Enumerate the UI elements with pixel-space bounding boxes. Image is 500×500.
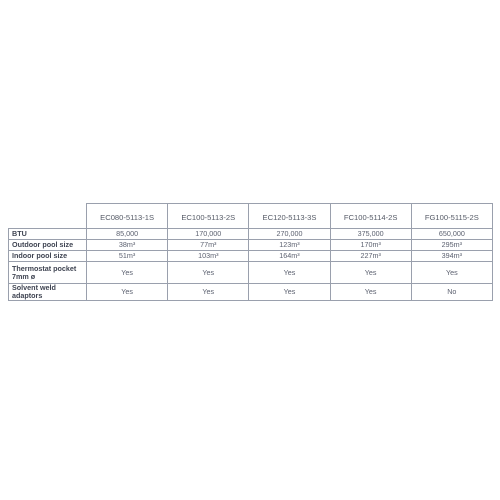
table-row-outdoor-pool-size (9, 240, 493, 251)
table-cell: 295m³ (411, 240, 492, 251)
table-cell: Yes (168, 284, 249, 301)
row-label: BTU (9, 229, 87, 240)
table-cell: 170m³ (330, 240, 411, 251)
model-header: EC080-5113-1S (87, 204, 168, 229)
table-cell: Yes (249, 262, 330, 284)
model-header: FG100-5115-2S (411, 204, 492, 229)
table-row-btu (9, 229, 493, 240)
table-cell: 164m³ (249, 251, 330, 262)
row-label-line: 7mm ø (12, 271, 36, 281)
table-cell: 375,000 (330, 229, 411, 240)
table-cell: Yes (87, 262, 168, 284)
row-label: Indoor pool size (9, 251, 87, 262)
model-header: EC100-5113-2S (168, 204, 249, 229)
table-cell: 227m³ (330, 251, 411, 262)
model-header: EC120-5113-3S (249, 204, 330, 229)
table-cell: 650,000 (411, 229, 492, 240)
table-cell: 38m³ (87, 240, 168, 251)
table-cell: 103m³ (168, 251, 249, 262)
table-cell: Yes (249, 284, 330, 301)
model-header: FC100-5114-2S (330, 204, 411, 229)
table-cell: 394m³ (411, 251, 492, 262)
row-label: Outdoor pool size (9, 240, 87, 251)
table-row-solvent-weld-adaptors (9, 284, 493, 301)
table-cell: Yes (330, 284, 411, 301)
table-cell: Yes (87, 284, 168, 301)
header-row (9, 204, 493, 229)
spec-table (8, 203, 493, 301)
row-label (9, 262, 87, 284)
row-label: Solvent weld adaptors (9, 284, 87, 301)
table-cell: 270,000 (249, 229, 330, 240)
table-row-indoor-pool-size (9, 251, 493, 262)
table-cell: 51m³ (87, 251, 168, 262)
table-cell: 77m³ (168, 240, 249, 251)
corner-cell (9, 204, 87, 229)
table-row-thermostat-pocket (9, 262, 493, 284)
table-cell: 85,000 (87, 229, 168, 240)
table-cell: Yes (168, 262, 249, 284)
table-cell: 170,000 (168, 229, 249, 240)
table-cell: Yes (330, 262, 411, 284)
table-cell: 123m³ (249, 240, 330, 251)
row-label-line: Thermostat pocket (12, 263, 77, 273)
table-cell: Yes (411, 262, 492, 284)
table-cell: No (411, 284, 492, 301)
